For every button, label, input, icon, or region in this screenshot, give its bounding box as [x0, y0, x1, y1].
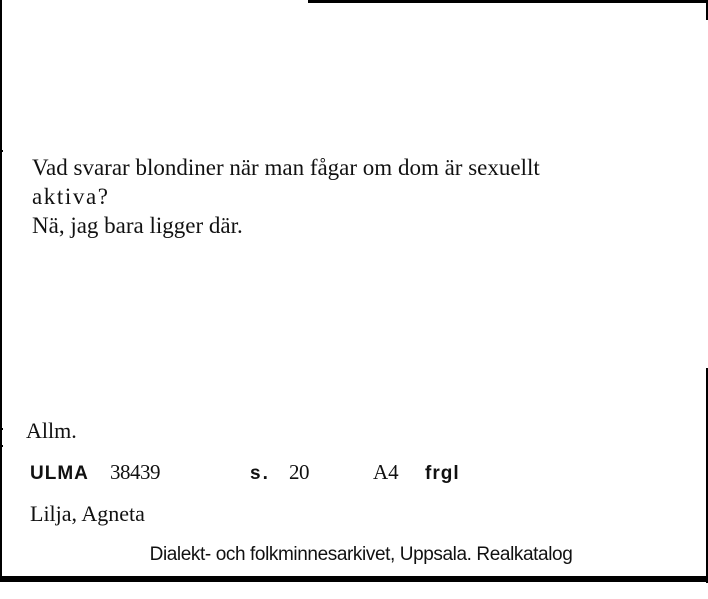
- card-border-bottom: [0, 576, 708, 582]
- page-number: 20: [289, 460, 309, 484]
- record-text: [32, 153, 672, 240]
- archive-name: Dialekt- och folkminnesarkivet, Uppsala. Realkatalog: [149, 544, 573, 565]
- record-text-line: Nä, jag bara ligger där.: [32, 213, 243, 238]
- record-text-line: aktiva?: [32, 184, 110, 209]
- edge-tick-mark: [0, 445, 3, 447]
- card-border-top: [308, 0, 708, 3]
- informant-name: Lilja, Agneta: [30, 501, 145, 526]
- page-label: s.: [250, 463, 270, 484]
- category-label: Allm.: [26, 418, 77, 443]
- record-text-line: Vad svarar blondiner när man fågar om dom är sexuellt: [32, 155, 540, 180]
- paper-format: A4: [373, 460, 399, 484]
- edge-tick-mark: [0, 428, 3, 430]
- ulma-label: ULMA: [30, 463, 89, 484]
- reference-row: [0, 460, 708, 490]
- genre-code: frgl: [425, 463, 460, 484]
- edge-tick-mark: [0, 150, 3, 152]
- archive-footer: [0, 544, 708, 566]
- ulma-number: 38439: [110, 460, 160, 484]
